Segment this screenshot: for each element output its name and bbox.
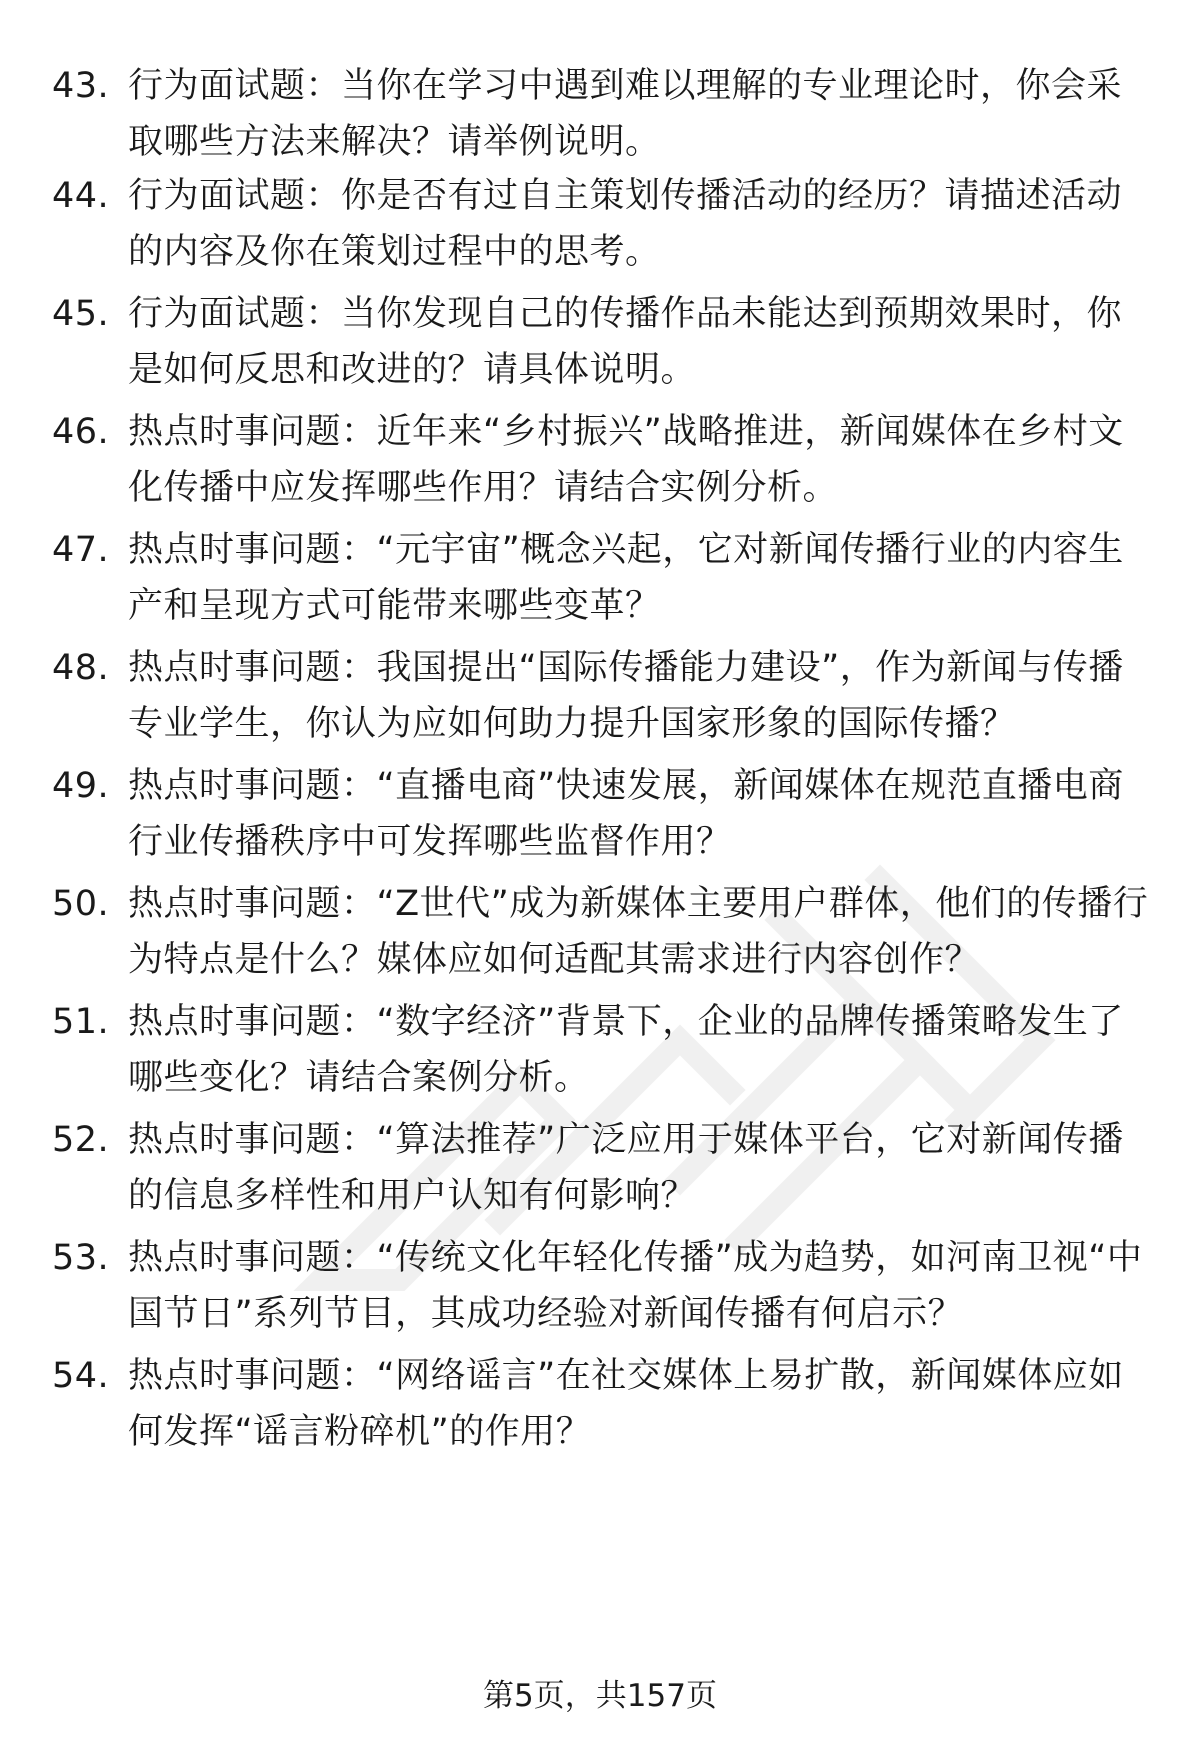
- question-number: 44.: [52, 176, 110, 216]
- question-item-46: [52, 404, 1152, 516]
- question-number: 45.: [52, 294, 110, 334]
- question-text: 热点时事问题：“传统文化年轻化传播”成为趋势，如河南卫视“中国节日”系列节目，其成功经验对新闻传播有何启示？: [128, 1238, 1143, 1334]
- question-text: 热点时事问题：“算法推荐”广泛应用于媒体平台，它对新闻传播的信息多样性和用户认知有何影响？: [128, 1120, 1124, 1216]
- question-item-48: [52, 640, 1152, 752]
- question-item-44: [52, 168, 1152, 280]
- question-item-45: [52, 286, 1152, 398]
- question-text: 热点时事问题：“网络谣言”在社交媒体上易扩散，新闻媒体应如何发挥“谣言粉碎机”的作用？: [128, 1356, 1124, 1452]
- question-number: 51.: [52, 1002, 110, 1042]
- page-footer: 第5页，共157页: [483, 1678, 717, 1714]
- question-number: 46.: [52, 412, 110, 452]
- question-number: 54.: [52, 1356, 110, 1396]
- question-text: 行为面试题：你是否有过自主策划传播活动的经历？请描述活动的内容及你在策划过程中的思考。: [128, 176, 1123, 272]
- question-item-54: [52, 1348, 1152, 1460]
- question-text: 热点时事问题：“数字经济”背景下，企业的品牌传播策略发生了哪些变化？请结合案例分析。: [128, 1002, 1124, 1098]
- question-number: 47.: [52, 530, 110, 570]
- question-item-51: [52, 994, 1152, 1106]
- question-number: 49.: [52, 766, 110, 806]
- question-number: 48.: [52, 648, 110, 688]
- question-text: 行为面试题：当你在学习中遇到难以理解的专业理论时，你会采取哪些方法来解决？请举例说明。: [128, 66, 1123, 162]
- question-text: 热点时事问题：我国提出“国际传播能力建设”，作为新闻与传播专业学生，你认为应如何助力提升国家形象的国际传播？: [128, 648, 1124, 744]
- question-text: 热点时事问题：近年来“乡村振兴”战略推进，新闻媒体在乡村文化传播中应发挥哪些作用？请结合实例分析。: [128, 412, 1124, 508]
- question-text: 热点时事问题：“Z世代”成为新媒体主要用户群体，他们的传播行为特点是什么？媒体应如何适配其需求进行内容创作？: [128, 884, 1149, 980]
- question-item-53: [52, 1230, 1152, 1342]
- question-text: 热点时事问题：“直播电商”快速发展，新闻媒体在规范直播电商行业传播秩序中可发挥哪些监督作用？: [128, 766, 1124, 862]
- question-number: 50.: [52, 884, 110, 924]
- question-text: 热点时事问题：“元宇宙”概念兴起，它对新闻传播行业的内容生产和呈现方式可能带来哪些变革？: [128, 530, 1124, 626]
- question-item-52: [52, 1112, 1152, 1224]
- question-number: 53.: [52, 1238, 110, 1278]
- question-item-43: [52, 58, 1152, 170]
- question-item-47: [52, 522, 1152, 634]
- question-number: 43.: [52, 66, 110, 106]
- question-item-49: [52, 758, 1152, 870]
- question-item-50: [52, 876, 1152, 988]
- question-number: 52.: [52, 1120, 110, 1160]
- question-text: 行为面试题：当你发现自己的传播作品未能达到预期效果时，你是如何反思和改进的？请具体说明。: [128, 294, 1123, 390]
